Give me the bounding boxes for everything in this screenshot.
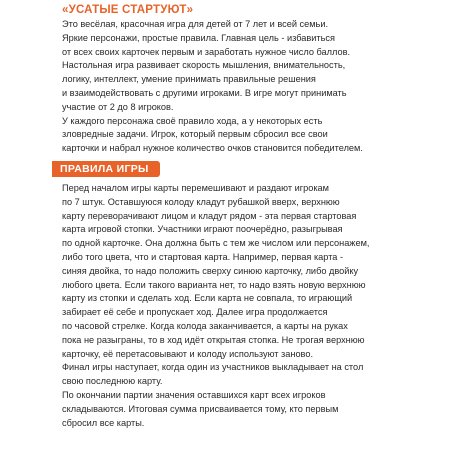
rules-paragraph-3: По окончании партии значения оставшихся карт всех игроков складываются. Итоговая сумма присваивается тому, кто первым сбросил все карты.	[62, 389, 339, 428]
rules-paragraph-2: Финал игры наступает, когда один из участников выкладывает на стол свою последнюю карту.	[62, 362, 364, 387]
rules-header-label: ПРАВИЛА ИГРЫ	[60, 163, 149, 175]
intro-paragraph-1: Это весёлая, красочная игра для детей от 7 лет и всей семьи. Яркие персонажи, простые правила. Главная цель - избавиться от всех своих карточек первым и заработать нужное число баллов. Настольная игра развивает скорость мышления, внимательность, логику, интеллект, умение принимать правильные решения и взаимодействовать с другими игроками. В игре могут принимать участие от 2 до 8 игроков.	[62, 19, 351, 112]
intro-section	[62, 18, 447, 156]
intro-paragraph-2: У каждого персонажа своё правило хода, а у некоторых есть зловредные задачи. Игрок, который первым сбросил все свои карточки и набрал нужное количество очков становится победителем.	[62, 115, 363, 154]
rules-section-header	[52, 161, 160, 177]
page-title: «УСАТЫЕ СТАРТУЮТ»	[62, 4, 194, 16]
rules-section	[62, 182, 447, 430]
rules-paragraph-1: Перед началом игры карты перемешивают и раздают игрокам по 7 штук. Оставшуюся колоду кладут рубашкой вверх, верхнюю карту переворачивают лицом и кладут рядом - эта первая стартовая карта игровой стопки. Участники играют поочерёдно, разыгрывая по одной карточке. Она должна быть с тем же числом или персонажем, либо того цвета, что и стартовая карта. Например, первая карта - синяя двойка, то надо положить сверху синюю карточку, либо двойку любого цвета. Если такого варианта нет, то надо взять новую верхнюю карту из стопки и сделать ход. Если карта не совпала, то играющий забирает её себе и пропускает ход. Далее игра продолжается по часовой стрелке. Когда колода заканчивается, а карты на руках пока не разыграны, то в ход идёт открытая стопка. Не трогая верхнюю карточку, её перетасовывают и колоду используют заново.	[62, 183, 370, 359]
